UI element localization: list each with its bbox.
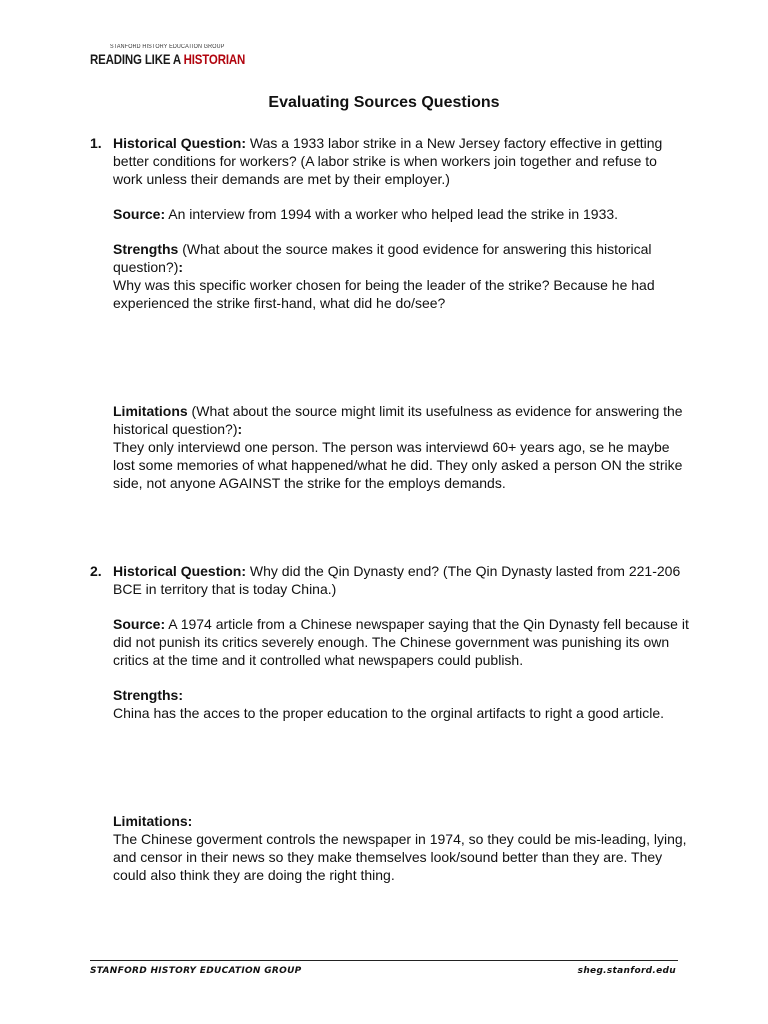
strengths-label: Strengths: [113, 241, 179, 257]
source-text: An interview from 1994 with a worker who helped lead the strike in 1933.: [165, 206, 619, 222]
logo-wordmark-part1: READING LIKE A: [90, 51, 184, 67]
strengths-answer: Why was this specific worker chosen for being the leader of the strike? Because he had experienced the strike first-hand, what did he do/see?: [113, 277, 655, 311]
limitations-prompt-text: (What about the source might limit its usefulness as evidence for answering the historical question?): [113, 403, 683, 437]
source: [113, 205, 690, 223]
logo-wordmark-part2: HISTORIAN: [183, 51, 246, 67]
historical-question: [113, 134, 690, 188]
question-2: [90, 562, 690, 722]
strengths-prompt-text: (What about the source makes it good evidence for answering this historical question?): [113, 241, 652, 275]
source-label: Source:: [113, 616, 166, 632]
strengths-answer: China has the acces to the proper education to the orginal artifacts to right a good article.: [113, 705, 664, 721]
source: [113, 615, 690, 669]
historical-question-text: Was a 1933 labor strike in a New Jersey factory effective in getting better conditions for workers? (A labor strike is when workers join together and refuse to work unless their demands are met by their employer.): [113, 135, 663, 187]
question-1: [90, 134, 690, 312]
source-text: A 1974 article from a Chinese newspaper saying that the Qin Dynasty fell because it did not punish its critics severely enough. The Chinese government was punishing its own critics at the time and it controlled what newspapers could publish.: [113, 616, 689, 668]
source-label: Source:: [113, 206, 166, 222]
limitations-label: Limitations:: [113, 813, 193, 829]
question-1-limitations: [90, 402, 690, 492]
historical-question: [113, 562, 690, 598]
strengths-colon: :: [178, 259, 184, 275]
limitations-answer: The Chinese goverment controls the newspaper in 1974, so they could be mis-leading, lying, and censor in their news so they make themselves look/sound better than they are. They could also think they are doing the right thing.: [113, 831, 687, 883]
logo-org-name: STANFORD HISTORY EDUCATION GROUP: [110, 44, 225, 50]
strengths-prompt: [113, 686, 690, 704]
logo: [90, 44, 279, 67]
question-number: 2.: [90, 563, 102, 579]
historical-question-label: Historical Question:: [113, 135, 247, 151]
limitations-prompt: [113, 402, 690, 438]
limitations-colon: :: [237, 421, 243, 437]
strengths-label: Strengths:: [113, 687, 183, 703]
historical-question-label: Historical Question:: [113, 563, 247, 579]
limitations-prompt: [113, 812, 690, 830]
logo-wordmark: [90, 51, 245, 67]
limitations-label: Limitations: [113, 403, 188, 419]
historical-question-text: Why did the Qin Dynasty end? (The Qin Dynasty lasted from 221-206 BCE in territory that is today China.): [113, 563, 681, 597]
limitations-answer: They only interviewd one person. The person was interviewd 60+ years ago, se he maybe lost some memories of what happened/what he did. They only asked a person ON the strike side, not anyone AGAINST the strike for the employs demands.: [113, 439, 683, 491]
question-2-limitations: [90, 812, 690, 884]
strengths-prompt: [113, 240, 690, 276]
footer-website: sheg.stanford.edu: [577, 966, 676, 976]
footer-divider: [90, 960, 678, 961]
page-title: Evaluating Sources Questions: [268, 94, 500, 111]
footer-org: STANFORD HISTORY EDUCATION GROUP: [90, 966, 302, 976]
question-number: 1.: [90, 135, 102, 151]
